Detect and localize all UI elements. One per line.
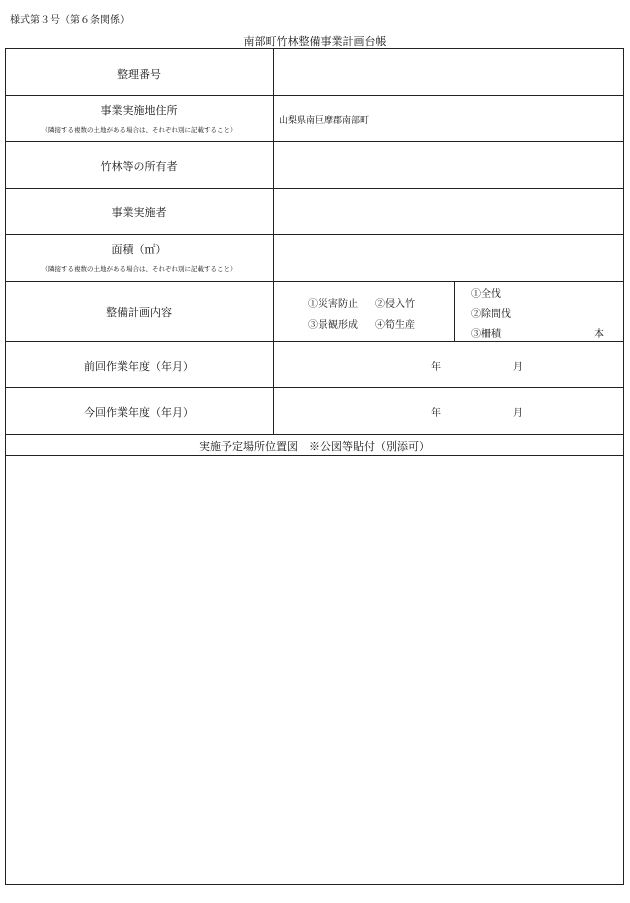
row-divider: [5, 387, 624, 388]
management-number-label: 整理番号: [117, 68, 161, 81]
location-map-heading: 実施予定場所位置図 ※公図等貼付（別添可）: [199, 440, 430, 453]
purpose-option-landscape[interactable]: ③景観形成: [308, 320, 358, 331]
location-label: 事業実施地住所: [100, 104, 178, 117]
form-number: 様式第３号（第６条関係）: [10, 15, 130, 26]
method-option-fence-stacking[interactable]: ③柵積: [471, 329, 501, 340]
row-divider: [5, 95, 624, 96]
plan-label: 整備計画内容: [106, 306, 172, 319]
row-divider: [5, 141, 624, 142]
purpose-option-bamboo-shoot[interactable]: ④筍生産: [375, 320, 415, 331]
implementer-label: 事業実施者: [111, 206, 167, 219]
row-divider: [5, 281, 624, 282]
location-note: （隣接する複数の土地がある場合は、それぞれ別に記載すること）: [41, 126, 237, 134]
purpose-option-disaster-prevention[interactable]: ①災害防止: [308, 299, 358, 310]
row-divider: [5, 188, 624, 189]
row-divider: [5, 341, 624, 342]
document-title: 南部町竹林整備事業計画台帳: [243, 35, 387, 48]
area-note: （隣接する複数の土地がある場合は、それぞれ別に記載すること）: [41, 265, 237, 273]
row-divider: [5, 234, 624, 235]
location-value[interactable]: 山梨県南巨摩郡南部町: [279, 116, 370, 126]
previous-year-label: 前回作業年度（年月）: [84, 360, 194, 373]
row-divider: [5, 434, 624, 435]
purpose-option-invasive-bamboo[interactable]: ②侵入竹: [375, 299, 415, 310]
previous-month-unit: 月: [513, 362, 523, 373]
current-month-unit: 月: [513, 408, 523, 419]
owner-label: 竹林等の所有者: [100, 160, 178, 173]
current-year-label: 今回作業年度（年月）: [84, 406, 194, 419]
current-year-unit: 年: [431, 408, 441, 419]
location-map-area[interactable]: [6, 456, 623, 884]
column-divider: [454, 281, 455, 341]
count-unit: 本: [594, 329, 604, 340]
previous-year-unit: 年: [431, 362, 441, 373]
method-option-thinning[interactable]: ②除間伐: [471, 309, 511, 320]
column-divider: [273, 48, 274, 434]
area-label: 面積（㎡）: [111, 243, 167, 256]
method-option-clear-cut[interactable]: ①全伐: [471, 289, 501, 300]
